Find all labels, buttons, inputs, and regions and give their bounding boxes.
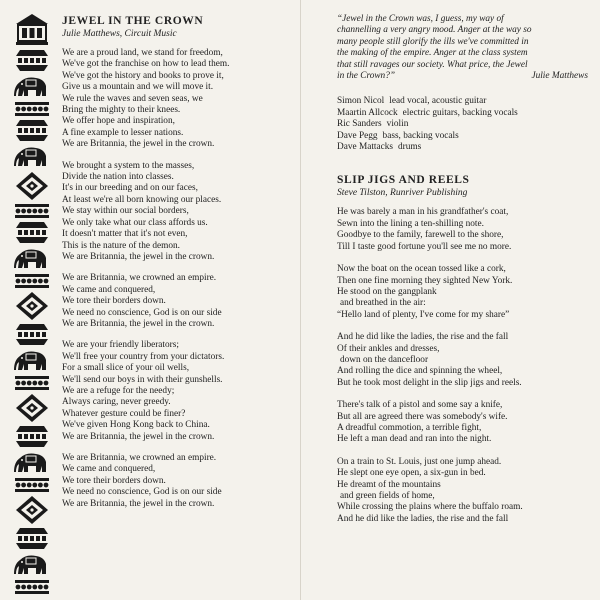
stanza [62,48,298,151]
lyric-line: Give us a mountain and we will move it. [62,82,214,93]
diamond-ornament-icon [16,172,48,200]
lyric-line: It doesn't matter that it's not even, [62,229,188,240]
personnel-row [337,119,588,130]
song-credit-2: Steve Tilston, Runriver Publishing [337,188,468,199]
stanza [337,400,588,446]
tiered-pattern-icon [16,50,48,71]
stanza [337,264,588,321]
lyric-line: We are Britannia, we crowned an empire. [62,273,217,284]
tiered-pattern-icon [16,426,48,447]
stanza [337,207,588,253]
personnel-list [337,96,588,153]
bead-row-icon [15,376,49,390]
stanza [62,161,298,264]
lyric-line: This is the nature of the demon. [62,240,180,251]
lyric-line: Always caring, never greedy. [62,397,171,408]
left-content [62,14,298,520]
quote-line: channelling a very angry mood. Anger at the way so [337,25,532,36]
elephant-icon [14,250,46,269]
musician-name: Maartin Allcock [337,107,398,118]
tiered-pattern-icon [16,222,48,243]
stanza [337,332,588,389]
lyric-line: He dreamt of the mountains [337,479,441,490]
lyric-line: and breathed in the air: [340,298,426,309]
lyric-line: We are Britannia, the jewel in the crown. [62,139,215,150]
song-title: JEWEL IN THE CROWN [62,15,204,27]
lyric-line: While crossing the plains where the buffalo roam. [337,502,523,513]
lyric-line: A fine example to lesser nations. [62,127,184,138]
lyric-line: We stay within our social borders, [62,206,189,217]
lyric-line: We need no conscience, God is on our side [62,307,222,318]
lyric-line: Goodbye to the family, farewell to the shore, [337,230,504,241]
bead-row-icon [15,204,49,218]
lyric-line: Bring the mighty to their knees. [62,105,181,116]
song-credit: Julie Matthews, Circuit Music [62,29,177,39]
lyric-line: We are Britannia, we crowned an empire. [62,453,217,463]
elephant-icon [14,78,46,97]
lyric-line: We are a refuge for the needy; [62,385,175,396]
tiered-pattern-icon [16,324,48,345]
quote-author: Julie Matthews [531,71,588,82]
lyric-line: But all are agreed there was somebody's wife. [337,411,508,422]
quote-last-line [337,71,588,82]
lyric-line: and green fields of home, [340,491,435,501]
lyric-line: Divide the nation into classes. [62,172,174,183]
quote-lines [337,14,588,71]
quote-final-text: in the Crown?” [337,71,396,82]
lyric-line: We came and conquered, [62,464,156,475]
lyric-line: A dreadful commotion, a terrible fight, [337,422,482,433]
personnel-row [337,96,588,107]
lyric-line: We are Britannia, the jewel in the crown. [62,251,215,262]
quote-line: that still ravages our society. What price, the Jewel [337,59,528,70]
lyric-line: For a small slice of your oil wells, [62,363,190,374]
lyric-line: We only take what our class affords us. [62,217,208,228]
lyric-line: He slept one eye open, a six-gun in bed. [337,468,486,479]
musician-name: Simon Nicol [337,96,385,107]
lyric-line: We've given Hong Kong back to China. [62,420,210,431]
quote-line: the making of the empire. Anger at the class system [337,48,528,59]
musician-name: Dave Mattacks [337,142,394,153]
lyric-line: We are Britannia, the jewel in the crown. [62,498,215,509]
musician-name: Ric Sanders [337,119,382,130]
stanza [62,273,298,330]
personnel-row [337,108,588,119]
lyric-line: We are Britannia, the jewel in the crown. [62,431,215,442]
lyric-line: Now the boat on the ocean tossed like a cork, [337,264,506,275]
lyric-line: It's in our breeding and on our faces, [62,183,198,194]
bead-row-icon [15,102,49,116]
quote-block [337,14,588,82]
lyric-line: And rolling the dice and spinning the wheel, [337,366,503,377]
song-section-2 [337,173,588,525]
lyric-line: He stood on the gangplank [337,286,437,297]
lyric-line: We brought a system to the masses, [62,160,195,171]
musician-role: drums [398,142,422,153]
lyric-line: We offer hope and inspiration, [62,116,175,127]
stanza [62,340,298,443]
musician-role: electric guitars, backing vocals [402,107,518,118]
lyric-line: We tore their borders down. [62,475,166,486]
bead-row-icon [15,274,49,288]
diamond-ornament-icon [16,496,48,524]
personnel-row [337,142,588,153]
lyric-line: He left a man dead and ran into the night. [337,434,492,445]
lyric-line: And he did like the ladies, the rise and the fall [337,332,509,343]
elephant-icon [14,556,46,575]
lyric-line: We are your friendly liberators; [62,340,179,351]
bead-row-icon [15,580,49,594]
right-page [300,0,600,600]
lyric-line: Whatever gesture could be finer? [62,408,186,419]
lyric-line: We've got the franchise on how to lead them. [62,59,230,70]
lyrics-2 [337,207,588,525]
lyric-line: We rule the waves and seven seas, we [62,93,203,104]
diamond-ornament-icon [16,394,48,422]
lyric-line: And he did like the ladies, the rise and the fall [337,513,509,524]
elephant-icon [14,352,46,371]
elephant-icon [14,148,46,167]
musician-name: Dave Pegg [337,130,378,141]
tiered-pattern-icon [16,528,48,549]
lyric-line: There's talk of a pistol and some say a knife, [337,400,503,411]
musician-role: violin [386,119,409,130]
lyric-line: We came and conquered, [62,284,156,295]
tiered-pattern-icon [16,120,48,141]
temple-icon [16,14,48,45]
lyric-line: We are Britannia, the jewel in the crown. [62,318,215,329]
lyric-line: We'll free your country from your dictators. [62,351,225,362]
musician-role: lead vocal, acoustic guitar [389,96,487,107]
lyric-line: But he took most delight in the slip jigs and reels. [337,377,522,388]
quote-line: “Jewel in the Crown was, I guess, my way of [337,14,504,24]
lyrics [62,48,298,510]
lyric-line: He was barely a man in his grandfather's coat, [337,207,509,218]
lyric-line: Sewn into the lining a ten-shilling note. [337,218,484,229]
quote-line: many people still glorify the ills we've committed in [337,36,529,47]
stanza [62,453,298,510]
diamond-ornament-icon [16,292,48,320]
lyric-line: We tore their borders down. [62,296,166,307]
lyric-line: We've got the history and books to prove it, [62,70,224,81]
lyric-line: “Hello land of plenty, I've come for my share” [337,309,510,320]
lyric-line: Till I taste good fortune you'll see me no more. [337,241,512,252]
elephant-icon [14,454,46,473]
personnel-row [337,131,588,142]
song-title-2: SLIP JIGS AND REELS [337,174,470,187]
lyric-line: Then one fine morning they sighted New York. [337,275,513,286]
lyric-line: At least we're all born knowing our places. [62,194,222,205]
lyric-line: We'll send our boys in with their gunshells. [62,374,223,385]
lyric-line: We need no conscience, God is on our side [62,487,222,498]
lyric-line: We are a proud land, we stand for freedom, [62,48,223,58]
lyric-line: down on the dancefloor [340,354,429,365]
lyric-line: On a train to St. Louis, just one jump ahead. [337,456,502,467]
decorative-border-strip [14,14,50,600]
lyric-line: Of their ankles and dresses, [337,343,440,354]
stanza [337,457,588,525]
musician-role: bass, backing vocals [382,130,459,141]
bead-row-icon [15,478,49,492]
ornament-motifs [14,14,49,594]
